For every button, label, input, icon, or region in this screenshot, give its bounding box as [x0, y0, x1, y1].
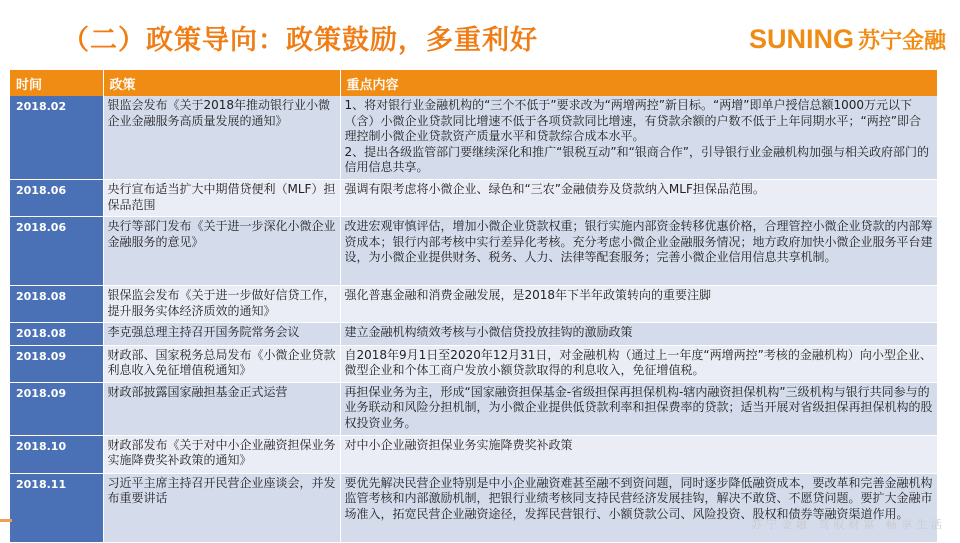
row-date: 2018.09	[10, 345, 103, 382]
table-row	[10, 286, 937, 323]
row-content-text: 自2018年9月1日至2020年12月31日，对金融机构（通过上一年度“两增两控”考核的金融机构）向小型企业、微型企业和个体工商户发放小额贷款取得的利息收入，免征增值税。	[344, 347, 932, 377]
row-content: 强化普惠金融和消费金融发展，是2018年下半年政策转向的重要注脚	[340, 286, 937, 323]
table-header-row	[10, 70, 937, 96]
row-policy-text: 银保监会发布《关于进一步做好信贷工作，提升服务实体经济质效的通知》	[107, 288, 336, 318]
row-date: 2018.11	[10, 473, 103, 542]
table-row	[10, 345, 937, 382]
page-title: （二）政策导向：政策鼓励，多重利好	[62, 25, 538, 56]
row-date: 2018.06	[10, 180, 103, 217]
row-policy	[103, 286, 340, 323]
footer-slogan: 苏宁金融 驾驭财富 畅享生活	[751, 518, 946, 531]
row-policy: 习近平主席主持召开民营企业座谈会，并发布重要讲话	[103, 473, 340, 542]
logo-text-en: SUNING	[748, 24, 854, 54]
row-policy: 央行等部门发布《关于进一步深化小微企业金融服务的意见》	[103, 217, 340, 286]
header-content: 重点内容	[340, 70, 937, 96]
row-date: 2018.08	[10, 323, 103, 346]
row-date: 2018.02	[10, 96, 103, 180]
row-policy: 央行宣布适当扩大中期借贷便利（MLF）担保品范围	[103, 180, 340, 217]
logo-text-cn: 苏宁金融	[857, 29, 946, 54]
row-content: 要优先解决民营企业特别是中小企业融资难甚至融不到资问题，同时逐步降低融资成本，要改革和完善金融机构监管考核和内部激励机制，把银行业绩考核同支持民营经济发展挂钩，解决不敢贷、不愿贷问题。要扩大金融市场准入，拓宽民营企业融资途径，发挥民营银行、小额贷款公司、风险投资、股权和债券等融资渠道作用。	[340, 473, 937, 542]
row-policy	[103, 96, 340, 180]
table-row	[10, 323, 937, 346]
row-content	[340, 345, 937, 382]
row-content: 建立金融机构绩效考核与小微信贷投放挂钩的激励政策	[340, 323, 937, 346]
table-row	[10, 435, 937, 473]
row-content: 对中小企业融资担保业务实施降费奖补政策	[340, 435, 937, 473]
table-row	[10, 96, 937, 180]
header-policy: 政策	[103, 70, 340, 96]
table-row	[10, 217, 937, 286]
row-content: 改进宏观审慎评估，增加小微企业贷款权重；银行实施内部资金转移优惠价格，合理管控小微企业贷款的内部筹资成本；银行内部考核中实行差异化考核。充分考虑小微企业金融服务情况；地方政府加快小微企业服务平台建设，为小微企业提供财务、税务、人力、法律等配套服务；完善小微企业信用信息共享机制。	[340, 217, 937, 286]
policy-table	[10, 70, 938, 543]
suning-logo	[749, 24, 946, 55]
header-time: 时间	[10, 70, 103, 96]
row-content	[340, 96, 937, 180]
row-policy-text: 财政部、国家税务总局发布《小微企业贷款利息收入免征增值税通知》	[107, 347, 336, 377]
row-date: 2018.10	[10, 435, 103, 473]
table-row	[10, 382, 937, 435]
row-policy	[103, 345, 340, 382]
row-content-text: 1、将对银行业金融机构的“三个不低于”要求改为“两增两控”新目标。“两增”即单户授信总额1000万元以下（含）小微企业贷款同比增速不低于各项贷款同比增速，有贷款余额的户数不低于上年同期水平；“两控”即合理控制小微企业贷款资产质量水平和贷款综合成本水平。 2、提出各级监管部门要继续深化和推广“银税互动”和“银商合作”，引导银行业金融机构加强与相关政府部门的信用信息共享。	[344, 98, 930, 174]
row-policy-text: 银监会发布《关于2018年推动银行业小微企业金融服务高质量发展的通知》	[107, 98, 331, 128]
row-date: 2018.09	[10, 382, 103, 435]
table-row	[10, 180, 937, 217]
row-policy: 财政部披露国家融担基金正式运营	[103, 382, 340, 435]
row-date: 2018.08	[10, 286, 103, 323]
row-content: 再担保业务为主，形成“国家融资担保基金-省级担保再担保机构-辖内融资担保机构”三级机构与银行共同参与的业务联动和风险分担机制，为小微企业提供低贷款利率和担保费率的贷款；适当开展对省级担保再担保机构的股权投资业务。	[340, 382, 937, 435]
row-policy: 李克强总理主持召开国务院常务会议	[103, 323, 340, 346]
row-policy: 财政部发布《关于对中小企业融资担保业务实施降费奖补政策的通知》	[103, 435, 340, 473]
row-date: 2018.06	[10, 217, 103, 286]
row-content: 强调有限考虑将小微企业、绿色和“三农”金融债券及贷款纳入MLF担保品范围。	[340, 180, 937, 217]
footer-accent-bar	[0, 519, 12, 522]
